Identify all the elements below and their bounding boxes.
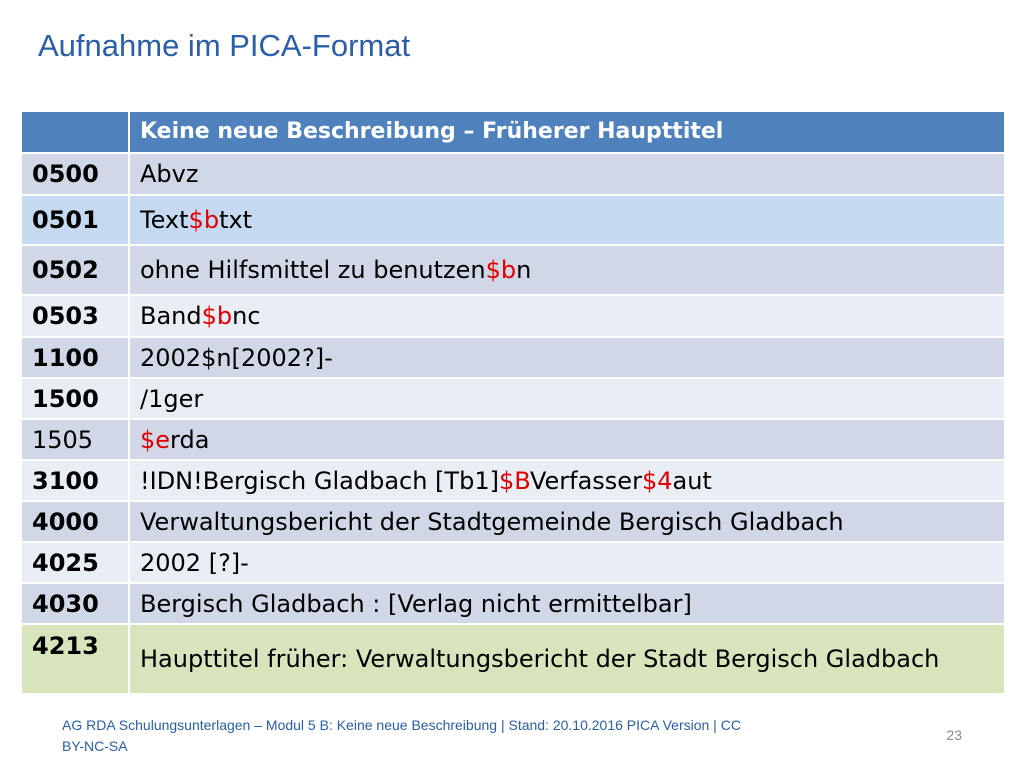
subfield-code: $4 (641, 466, 673, 495)
table-row (21, 419, 1005, 460)
field-text: Verfasser (529, 466, 642, 495)
field-content (129, 337, 1005, 378)
field-tag: 1505 (21, 419, 129, 460)
field-text: Band (140, 302, 202, 330)
table-row (21, 378, 1005, 419)
field-text: rda (170, 425, 210, 454)
field-text: Verwaltungsbericht der Stadtgemeinde Bergisch Gladbach (140, 507, 844, 536)
footer-text: AG RDA Schulungsunterlagen – Modul 5 B: Keine neue Beschreibung | Stand: 20.10.2016 PICA Version | CC BY-NC-SA (62, 717, 741, 754)
field-content (129, 245, 1005, 295)
table-row (21, 295, 1005, 337)
field-tag: 0501 (21, 195, 129, 245)
field-content (129, 295, 1005, 337)
table-row (21, 542, 1005, 583)
field-text: Haupttitel früher: Verwaltungsbericht der Stadt Bergisch Gladbach (140, 645, 940, 673)
field-tag: 0502 (21, 245, 129, 295)
field-tag: 1100 (21, 337, 129, 378)
field-content (129, 195, 1005, 245)
field-text: 2002$n[2002?]- (140, 343, 333, 372)
field-text: Bergisch Gladbach : [Verlag nicht ermittelbar] (140, 589, 692, 618)
field-content (129, 378, 1005, 419)
header-title-cell: Keine neue Beschreibung – Früherer Haupttitel (129, 111, 1005, 153)
field-content (129, 419, 1005, 460)
field-tag: 4000 (21, 501, 129, 542)
field-text: txt (219, 206, 253, 234)
field-content (129, 501, 1005, 542)
header-tag-cell (21, 111, 129, 153)
table-row (21, 460, 1005, 501)
field-content (129, 624, 1005, 694)
table-row (21, 245, 1005, 295)
field-tag: 0500 (21, 153, 129, 195)
field-tag: 1500 (21, 378, 129, 419)
subfield-code: $B (498, 466, 530, 495)
field-tag: 0503 (21, 295, 129, 337)
field-text: n (516, 256, 532, 284)
field-text: /1ger (140, 384, 204, 413)
pica-record-table (20, 110, 1006, 695)
field-text: nc (232, 302, 261, 330)
table-row (21, 195, 1005, 245)
field-text: Text (140, 206, 189, 234)
table-row (21, 153, 1005, 195)
table-row (21, 337, 1005, 378)
field-text: 2002 [?]- (140, 548, 249, 577)
subfield-code: $b (188, 206, 220, 234)
field-tag: 4030 (21, 583, 129, 624)
field-text: aut (672, 466, 712, 495)
table-row-highlighted (21, 624, 1005, 694)
table-row (21, 501, 1005, 542)
field-tag: 4025 (21, 542, 129, 583)
table-header-row (21, 111, 1005, 153)
slide-title: Aufnahme im PICA-Format (38, 28, 411, 63)
field-content (129, 153, 1005, 195)
field-text: ohne Hilfsmittel zu benutzen (140, 256, 486, 284)
field-text: !IDN!Bergisch Gladbach [Tb1] (140, 466, 499, 495)
table-row (21, 583, 1005, 624)
field-content (129, 583, 1005, 624)
field-tag: 4213 (21, 624, 129, 694)
page-number: 23 (946, 727, 962, 743)
field-content (129, 542, 1005, 583)
subfield-code: $e (140, 425, 171, 454)
field-text: Abvz (140, 160, 199, 188)
subfield-code: $b (485, 256, 517, 284)
field-content (129, 460, 1005, 501)
field-tag: 3100 (21, 460, 129, 501)
subfield-code: $b (201, 302, 233, 330)
